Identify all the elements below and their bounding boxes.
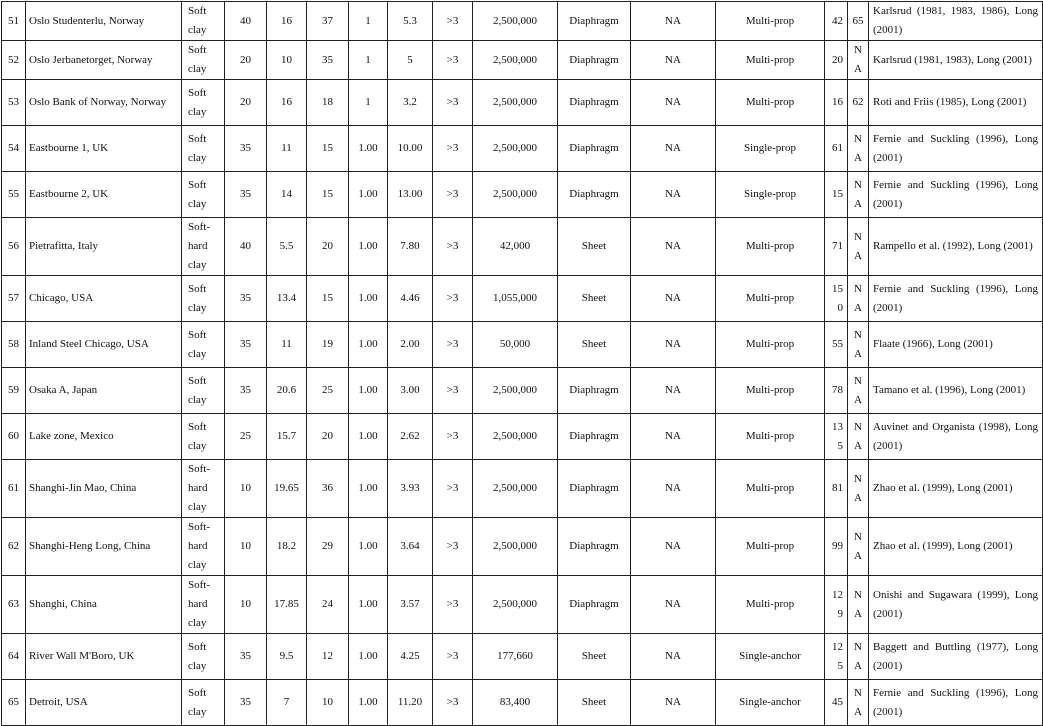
value-col-3: 18	[307, 80, 349, 126]
support-type: Multi-prop	[716, 80, 825, 126]
value-col-4: 1.00	[349, 518, 388, 576]
value-col-7: 2,500,000	[473, 518, 558, 576]
value-col-4: 1.00	[349, 414, 388, 460]
value-col-5: 7.80	[388, 218, 433, 276]
value-col-2: 11	[267, 126, 307, 172]
reference: Zhao et al. (1999), Long (2001)	[869, 460, 1043, 518]
row-number: 61	[2, 460, 26, 518]
value-col-5: 3.2	[388, 80, 433, 126]
value-col-2: 11	[267, 322, 307, 368]
row-number: 63	[2, 576, 26, 634]
value-col-5: 3.57	[388, 576, 433, 634]
value-col-7: 2,500,000	[473, 368, 558, 414]
value-col-3: 36	[307, 460, 349, 518]
value-col-11: 71	[825, 218, 848, 276]
value-col-9: NA	[631, 80, 716, 126]
value-col-3: 12	[307, 634, 349, 680]
value-col-1: 35	[225, 680, 267, 726]
value-col-4: 1	[349, 2, 388, 41]
value-col-11: 129	[825, 576, 848, 634]
value-col-7: 2,500,000	[473, 2, 558, 41]
value-col-6: >3	[433, 634, 473, 680]
soil-type: Soft clay	[182, 126, 225, 172]
value-col-1: 35	[225, 172, 267, 218]
value-col-4: 1	[349, 41, 388, 80]
value-col-2: 18.2	[267, 518, 307, 576]
value-col-3: 37	[307, 2, 349, 41]
value-col-4: 1.00	[349, 680, 388, 726]
wall-type: Diaphragm	[558, 126, 631, 172]
support-type: Single-anchor	[716, 680, 825, 726]
wall-type: Diaphragm	[558, 414, 631, 460]
value-col-12: NA	[848, 680, 869, 726]
value-col-2: 17.85	[267, 576, 307, 634]
value-col-1: 35	[225, 276, 267, 322]
value-col-5: 10.00	[388, 126, 433, 172]
value-col-7: 83,400	[473, 680, 558, 726]
wall-type: Sheet	[558, 276, 631, 322]
value-col-11: 99	[825, 518, 848, 576]
row-number: 64	[2, 634, 26, 680]
value-col-7: 2,500,000	[473, 80, 558, 126]
reference: Zhao et al. (1999), Long (2001)	[869, 518, 1043, 576]
site-name: Inland Steel Chicago, USA	[26, 322, 182, 368]
wall-type: Diaphragm	[558, 518, 631, 576]
value-col-3: 25	[307, 368, 349, 414]
row-number: 54	[2, 126, 26, 172]
reference: Flaate (1966), Long (2001)	[869, 322, 1043, 368]
wall-type: Diaphragm	[558, 172, 631, 218]
value-col-3: 24	[307, 576, 349, 634]
soil-type: Soft clay	[182, 2, 225, 41]
value-col-5: 5	[388, 41, 433, 80]
site-name: Eastbourne 2, UK	[26, 172, 182, 218]
value-col-5: 3.93	[388, 460, 433, 518]
support-type: Single-prop	[716, 172, 825, 218]
value-col-2: 9.5	[267, 634, 307, 680]
soil-type: Soft clay	[182, 172, 225, 218]
value-col-12: NA	[848, 518, 869, 576]
value-col-6: >3	[433, 276, 473, 322]
value-col-7: 2,500,000	[473, 414, 558, 460]
value-col-7: 2,500,000	[473, 576, 558, 634]
value-col-4: 1	[349, 80, 388, 126]
value-col-1: 35	[225, 368, 267, 414]
value-col-9: NA	[631, 576, 716, 634]
reference: Fernie and Suckling (1996), Long (2001)	[869, 172, 1043, 218]
value-col-11: 125	[825, 634, 848, 680]
site-name: Shanghi-Heng Long, China	[26, 518, 182, 576]
reference: Fernie and Suckling (1996), Long (2001)	[869, 126, 1043, 172]
reference: Tamano et al. (1996), Long (2001)	[869, 368, 1043, 414]
value-col-1: 40	[225, 2, 267, 41]
wall-type: Sheet	[558, 634, 631, 680]
row-number: 52	[2, 41, 26, 80]
support-type: Single-anchor	[716, 634, 825, 680]
value-col-7: 2,500,000	[473, 172, 558, 218]
value-col-12: NA	[848, 460, 869, 518]
table-row	[2, 576, 1043, 634]
row-number: 55	[2, 172, 26, 218]
row-number: 60	[2, 414, 26, 460]
support-type: Multi-prop	[716, 41, 825, 80]
soil-type: Soft clay	[182, 276, 225, 322]
value-col-2: 5.5	[267, 218, 307, 276]
value-col-4: 1.00	[349, 218, 388, 276]
value-col-9: NA	[631, 368, 716, 414]
support-type: Single-prop	[716, 126, 825, 172]
table-row	[2, 218, 1043, 276]
site-name: Oslo Bank of Norway, Norway	[26, 80, 182, 126]
site-name: Shanghi, China	[26, 576, 182, 634]
value-col-12: NA	[848, 218, 869, 276]
value-col-2: 7	[267, 680, 307, 726]
reference: Onishi and Sugawara (1999), Long (2001)	[869, 576, 1043, 634]
row-number: 58	[2, 322, 26, 368]
value-col-9: NA	[631, 218, 716, 276]
value-col-3: 35	[307, 41, 349, 80]
reference: Auvinet and Organista (1998), Long (2001)	[869, 414, 1043, 460]
value-col-3: 15	[307, 276, 349, 322]
value-col-5: 5.3	[388, 2, 433, 41]
value-col-12: NA	[848, 634, 869, 680]
value-col-11: 45	[825, 680, 848, 726]
value-col-6: >3	[433, 2, 473, 41]
value-col-11: 42	[825, 2, 848, 41]
value-col-9: NA	[631, 414, 716, 460]
wall-type: Diaphragm	[558, 576, 631, 634]
soil-type: Soft clay	[182, 80, 225, 126]
value-col-9: NA	[631, 460, 716, 518]
site-name: Oslo Jerbanetorget, Norway	[26, 41, 182, 80]
value-col-1: 10	[225, 518, 267, 576]
value-col-9: NA	[631, 41, 716, 80]
support-type: Multi-prop	[716, 460, 825, 518]
site-name: Eastbourne 1, UK	[26, 126, 182, 172]
value-col-2: 16	[267, 2, 307, 41]
value-col-9: NA	[631, 172, 716, 218]
value-col-6: >3	[433, 172, 473, 218]
value-col-11: 135	[825, 414, 848, 460]
support-type: Multi-prop	[716, 2, 825, 41]
value-col-6: >3	[433, 218, 473, 276]
value-col-6: >3	[433, 414, 473, 460]
value-col-11: 78	[825, 368, 848, 414]
value-col-7: 50,000	[473, 322, 558, 368]
row-number: 65	[2, 680, 26, 726]
table-row	[2, 322, 1043, 368]
reference: Rampello et al. (1992), Long (2001)	[869, 218, 1043, 276]
value-col-9: NA	[631, 2, 716, 41]
site-name: Chicago, USA	[26, 276, 182, 322]
value-col-7: 2,500,000	[473, 126, 558, 172]
value-col-4: 1.00	[349, 322, 388, 368]
reference: Fernie and Suckling (1996), Long (2001)	[869, 276, 1043, 322]
table-row	[2, 368, 1043, 414]
value-col-2: 16	[267, 80, 307, 126]
value-col-5: 2.00	[388, 322, 433, 368]
table-row	[2, 680, 1043, 726]
value-col-3: 19	[307, 322, 349, 368]
value-col-2: 13.4	[267, 276, 307, 322]
value-col-11: 20	[825, 41, 848, 80]
value-col-2: 19.65	[267, 460, 307, 518]
soil-type: Soft clay	[182, 322, 225, 368]
row-number: 53	[2, 80, 26, 126]
value-col-2: 15.7	[267, 414, 307, 460]
value-col-1: 35	[225, 634, 267, 680]
value-col-7: 2,500,000	[473, 460, 558, 518]
value-col-11: 150	[825, 276, 848, 322]
value-col-11: 81	[825, 460, 848, 518]
soil-type: Soft clay	[182, 414, 225, 460]
site-name: River Wall M'Boro, UK	[26, 634, 182, 680]
reference: Roti and Friis (1985), Long (2001)	[869, 80, 1043, 126]
table-row	[2, 634, 1043, 680]
value-col-5: 3.64	[388, 518, 433, 576]
value-col-12: NA	[848, 276, 869, 322]
value-col-2: 14	[267, 172, 307, 218]
value-col-9: NA	[631, 276, 716, 322]
value-col-11: 16	[825, 80, 848, 126]
reference: Karlsrud (1981, 1983), Long (2001)	[869, 41, 1043, 80]
value-col-7: 177,660	[473, 634, 558, 680]
value-col-2: 20.6	[267, 368, 307, 414]
value-col-7: 42,000	[473, 218, 558, 276]
value-col-12: NA	[848, 322, 869, 368]
soil-type: Soft clay	[182, 41, 225, 80]
soil-type: Soft clay	[182, 634, 225, 680]
row-number: 57	[2, 276, 26, 322]
reference: Karlsrud (1981, 1983, 1986), Long (2001)	[869, 2, 1043, 41]
value-col-6: >3	[433, 80, 473, 126]
support-type: Multi-prop	[716, 368, 825, 414]
table-row	[2, 172, 1043, 218]
row-number: 51	[2, 2, 26, 41]
value-col-3: 10	[307, 680, 349, 726]
value-col-1: 35	[225, 322, 267, 368]
value-col-4: 1.00	[349, 126, 388, 172]
wall-type: Sheet	[558, 218, 631, 276]
value-col-6: >3	[433, 322, 473, 368]
table-row	[2, 460, 1043, 518]
value-col-12: NA	[848, 41, 869, 80]
site-name: Lake zone, Mexico	[26, 414, 182, 460]
support-type: Multi-prop	[716, 576, 825, 634]
value-col-12: 65	[848, 2, 869, 41]
value-col-6: >3	[433, 460, 473, 518]
table-row	[2, 80, 1043, 126]
value-col-1: 10	[225, 460, 267, 518]
value-col-7: 1,055,000	[473, 276, 558, 322]
value-col-3: 15	[307, 172, 349, 218]
reference: Baggett and Buttling (1977), Long (2001)	[869, 634, 1043, 680]
value-col-5: 2.62	[388, 414, 433, 460]
value-col-3: 15	[307, 126, 349, 172]
site-name: Detroit, USA	[26, 680, 182, 726]
value-col-1: 10	[225, 576, 267, 634]
value-col-12: NA	[848, 414, 869, 460]
value-col-6: >3	[433, 680, 473, 726]
support-type: Multi-prop	[716, 276, 825, 322]
value-col-9: NA	[631, 518, 716, 576]
value-col-9: NA	[631, 126, 716, 172]
value-col-9: NA	[631, 322, 716, 368]
wall-type: Diaphragm	[558, 368, 631, 414]
value-col-4: 1.00	[349, 460, 388, 518]
table-row	[2, 2, 1043, 41]
table-row	[2, 276, 1043, 322]
value-col-12: NA	[848, 576, 869, 634]
row-number: 59	[2, 368, 26, 414]
value-col-4: 1.00	[349, 172, 388, 218]
value-col-3: 20	[307, 414, 349, 460]
value-col-3: 29	[307, 518, 349, 576]
value-col-4: 1.00	[349, 276, 388, 322]
site-name: Pietrafitta, Italy	[26, 218, 182, 276]
wall-type: Diaphragm	[558, 2, 631, 41]
value-col-6: >3	[433, 518, 473, 576]
value-col-11: 61	[825, 126, 848, 172]
value-col-1: 20	[225, 41, 267, 80]
value-col-1: 35	[225, 126, 267, 172]
site-name: Shanghi-Jin Mao, China	[26, 460, 182, 518]
value-col-4: 1.00	[349, 634, 388, 680]
reference: Fernie and Suckling (1996), Long (2001)	[869, 680, 1043, 726]
value-col-6: >3	[433, 576, 473, 634]
value-col-1: 25	[225, 414, 267, 460]
soil-type: Soft-hard clay	[182, 518, 225, 576]
value-col-9: NA	[631, 634, 716, 680]
wall-type: Diaphragm	[558, 80, 631, 126]
value-col-3: 20	[307, 218, 349, 276]
table-row	[2, 126, 1043, 172]
support-type: Multi-prop	[716, 518, 825, 576]
site-name: Oslo Studenterlu, Norway	[26, 2, 182, 41]
value-col-5: 4.46	[388, 276, 433, 322]
value-col-11: 15	[825, 172, 848, 218]
support-type: Multi-prop	[716, 322, 825, 368]
value-col-12: NA	[848, 172, 869, 218]
site-name: Osaka A, Japan	[26, 368, 182, 414]
value-col-12: NA	[848, 126, 869, 172]
value-col-7: 2,500,000	[473, 41, 558, 80]
wall-type: Diaphragm	[558, 460, 631, 518]
table-row	[2, 414, 1043, 460]
row-number: 56	[2, 218, 26, 276]
wall-type: Sheet	[558, 322, 631, 368]
table-row	[2, 41, 1043, 80]
value-col-5: 3.00	[388, 368, 433, 414]
soil-type: Soft-hard clay	[182, 576, 225, 634]
table-row	[2, 518, 1043, 576]
value-col-1: 20	[225, 80, 267, 126]
value-col-2: 10	[267, 41, 307, 80]
support-type: Multi-prop	[716, 414, 825, 460]
wall-type: Diaphragm	[558, 41, 631, 80]
value-col-1: 40	[225, 218, 267, 276]
soil-type: Soft clay	[182, 368, 225, 414]
soil-type: Soft-hard clay	[182, 460, 225, 518]
value-col-5: 13.00	[388, 172, 433, 218]
value-col-6: >3	[433, 368, 473, 414]
value-col-6: >3	[433, 41, 473, 80]
soil-type: Soft-hard clay	[182, 218, 225, 276]
table-body	[2, 2, 1043, 726]
value-col-4: 1.00	[349, 576, 388, 634]
value-col-12: NA	[848, 368, 869, 414]
row-number: 62	[2, 518, 26, 576]
value-col-5: 11.20	[388, 680, 433, 726]
value-col-6: >3	[433, 126, 473, 172]
support-type: Multi-prop	[716, 218, 825, 276]
value-col-5: 4.25	[388, 634, 433, 680]
value-col-12: 62	[848, 80, 869, 126]
wall-type: Sheet	[558, 680, 631, 726]
case-history-table	[1, 1, 1043, 726]
value-col-9: NA	[631, 680, 716, 726]
value-col-11: 55	[825, 322, 848, 368]
value-col-4: 1.00	[349, 368, 388, 414]
soil-type: Soft clay	[182, 680, 225, 726]
